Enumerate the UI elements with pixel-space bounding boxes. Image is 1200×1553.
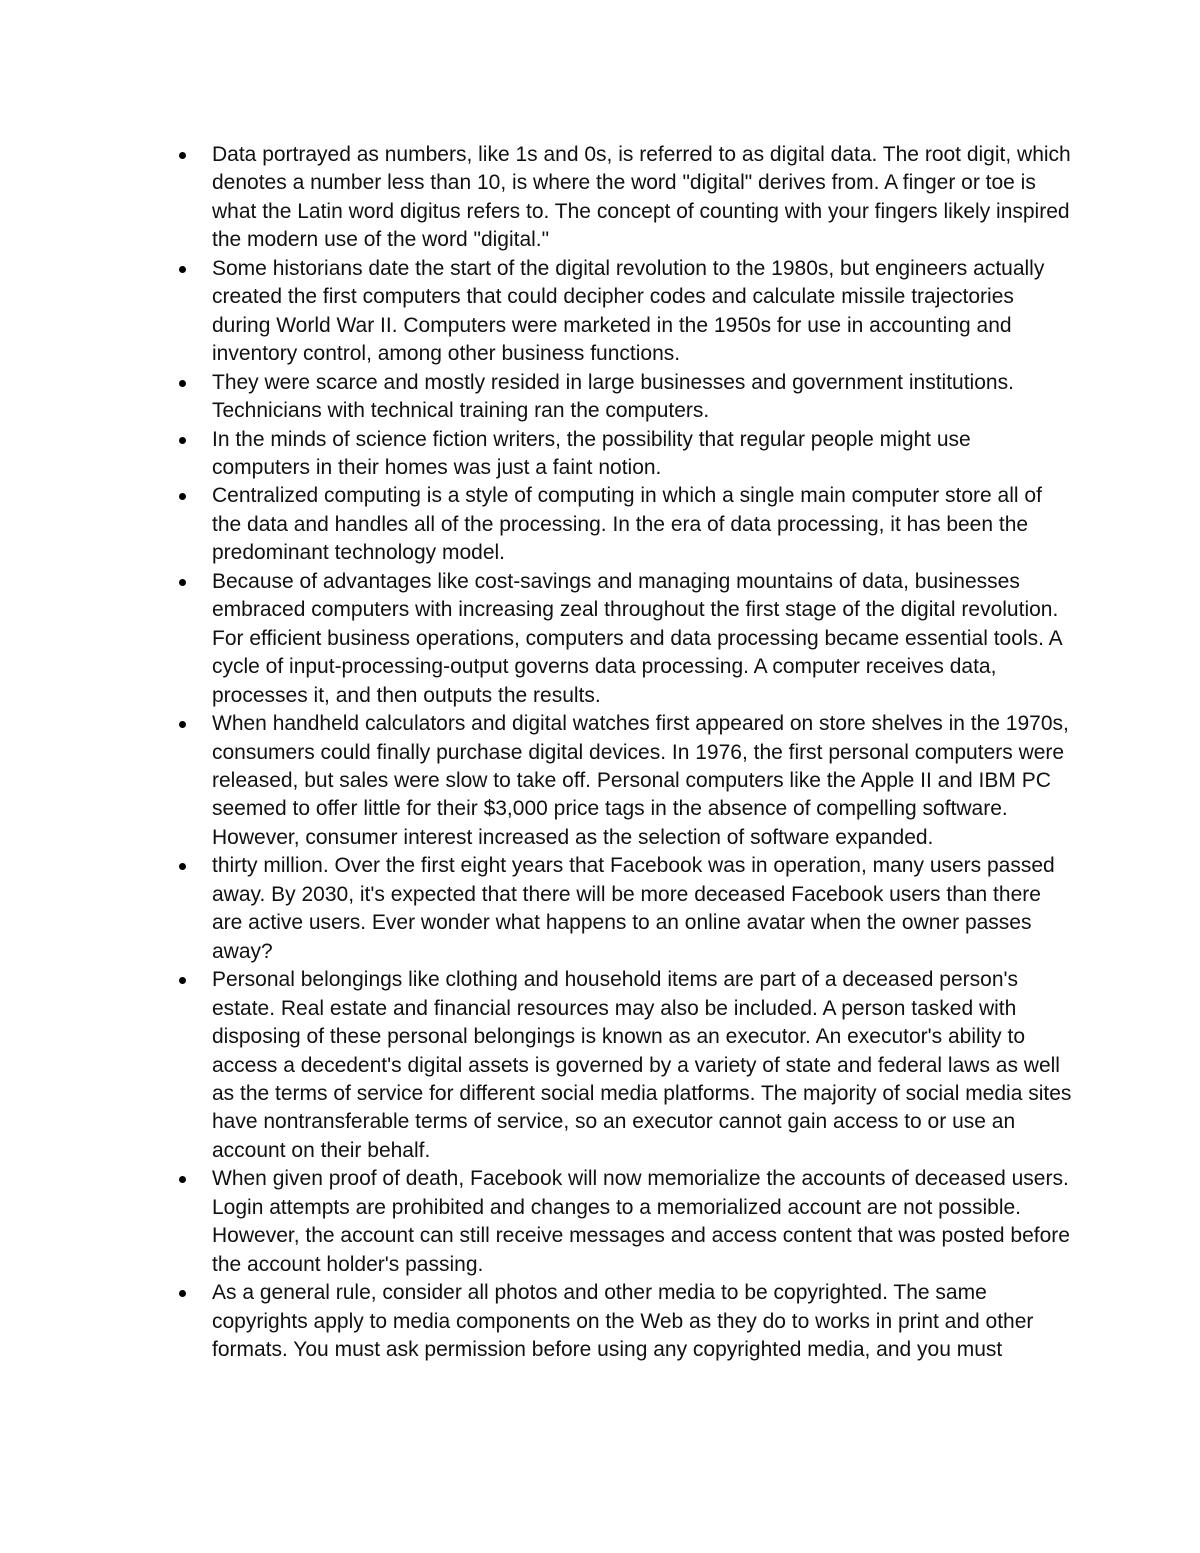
list-item-text: Personal belongings like clothing and household items are part of a deceased person's estate. Real estate and financial resources may also be included. A person tasked with disposing of these personal belongings is known as an executor. An executor's ability to access a decedent's digital assets is governed by a variety of state and federal laws as well as the terms of service for different social media platforms. The majority of social media sites have nontransferable terms of service, so an executor cannot gain access to or use an account on their behalf. [212, 968, 1072, 1162]
bullet-icon [179, 1290, 186, 1297]
list-item [212, 369, 1072, 426]
bullet-icon [179, 579, 186, 586]
bullet-icon [179, 863, 186, 870]
bullet-icon [179, 152, 186, 159]
bullet-icon [179, 1176, 186, 1183]
list-item-text: Centralized computing is a style of computing in which a single main computer store all of the data and handles all of the processing. In the era of data processing, it has been the predominant technology model. [212, 484, 1042, 565]
list-item [212, 141, 1072, 255]
list-item [212, 1165, 1072, 1279]
list-item [212, 966, 1072, 1165]
list-item [212, 426, 1072, 483]
bullet-icon [179, 493, 186, 500]
list-item [212, 710, 1072, 852]
list-item-text: Some historians date the start of the digital revolution to the 1980s, but engineers actually created the first computers that could decipher codes and calculate missile trajectories during World War II. Computers were marketed in the 1950s for use in accounting and inventory control, among other business functions. [212, 256, 1045, 366]
list-item-text: They were scarce and mostly resided in large businesses and government institutions. Technicians with technical training ran the computers. [212, 370, 1014, 423]
list-item [212, 482, 1072, 567]
list-item-text: thirty million. Over the first eight years that Facebook was in operation, many users passed away. By 2030, it's expected that there will be more deceased Facebook users than there are active users. Ever wonder what happens to an online avatar when the owner passes away? [212, 854, 1055, 963]
list-item [212, 1279, 1072, 1364]
bullet-list [212, 141, 1072, 1364]
list-item [212, 852, 1072, 966]
list-item-text: When given proof of death, Facebook will now memorialize the accounts of deceased users. Login attempts are prohibited and changes to a memorialized account are not possible. However, the account can still receive messages and access content that was posted before the account holder's passing. [212, 1167, 1070, 1276]
list-item [212, 255, 1072, 369]
list-item-text: In the minds of science fiction writers, the possibility that regular people might use computers in their homes was just a faint notion. [212, 427, 971, 479]
bullet-icon [179, 721, 186, 728]
list-item-text: As a general rule, consider all photos and other media to be copyrighted. The same copyrights apply to media components on the Web as they do to works in print and other formats. You must ask permission before using any copyrighted media, and you must [212, 1281, 1034, 1362]
list-item [212, 568, 1072, 710]
bullet-icon [179, 266, 186, 273]
list-item-text: When handheld calculators and digital watches first appeared on store shelves in the 1970s, consumers could finally purchase digital devices. In 1976, the first personal computers were released, but sales were slow to take off. Personal computers like the Apple II and IBM PC seemed to offer little for their $3,000 price tags in the absence of compelling software. However, consumer interest increased as the selection of software expanded. [212, 712, 1069, 849]
list-item-text: Because of advantages like cost-savings and managing mountains of data, businesses embraced computers with increasing zeal throughout the first stage of the digital revolution. For efficient business operations, computers and data processing became essential tools. A cycle of input-processing-output governs data processing. A computer receives data, processes it, and then outputs the results. [212, 569, 1062, 707]
list-item-text: Data portrayed as numbers, like 1s and 0s, is referred to as digital data. The root digit, which denotes a number less than 10, is where the word "digital" derives from. A finger or toe is what the Latin word digitus refers to. The concept of counting with your fingers likely inspired the modern use of the word "digital." [212, 143, 1071, 252]
bullet-icon [179, 977, 186, 984]
bullet-icon [179, 437, 186, 444]
bullet-icon [179, 380, 186, 387]
